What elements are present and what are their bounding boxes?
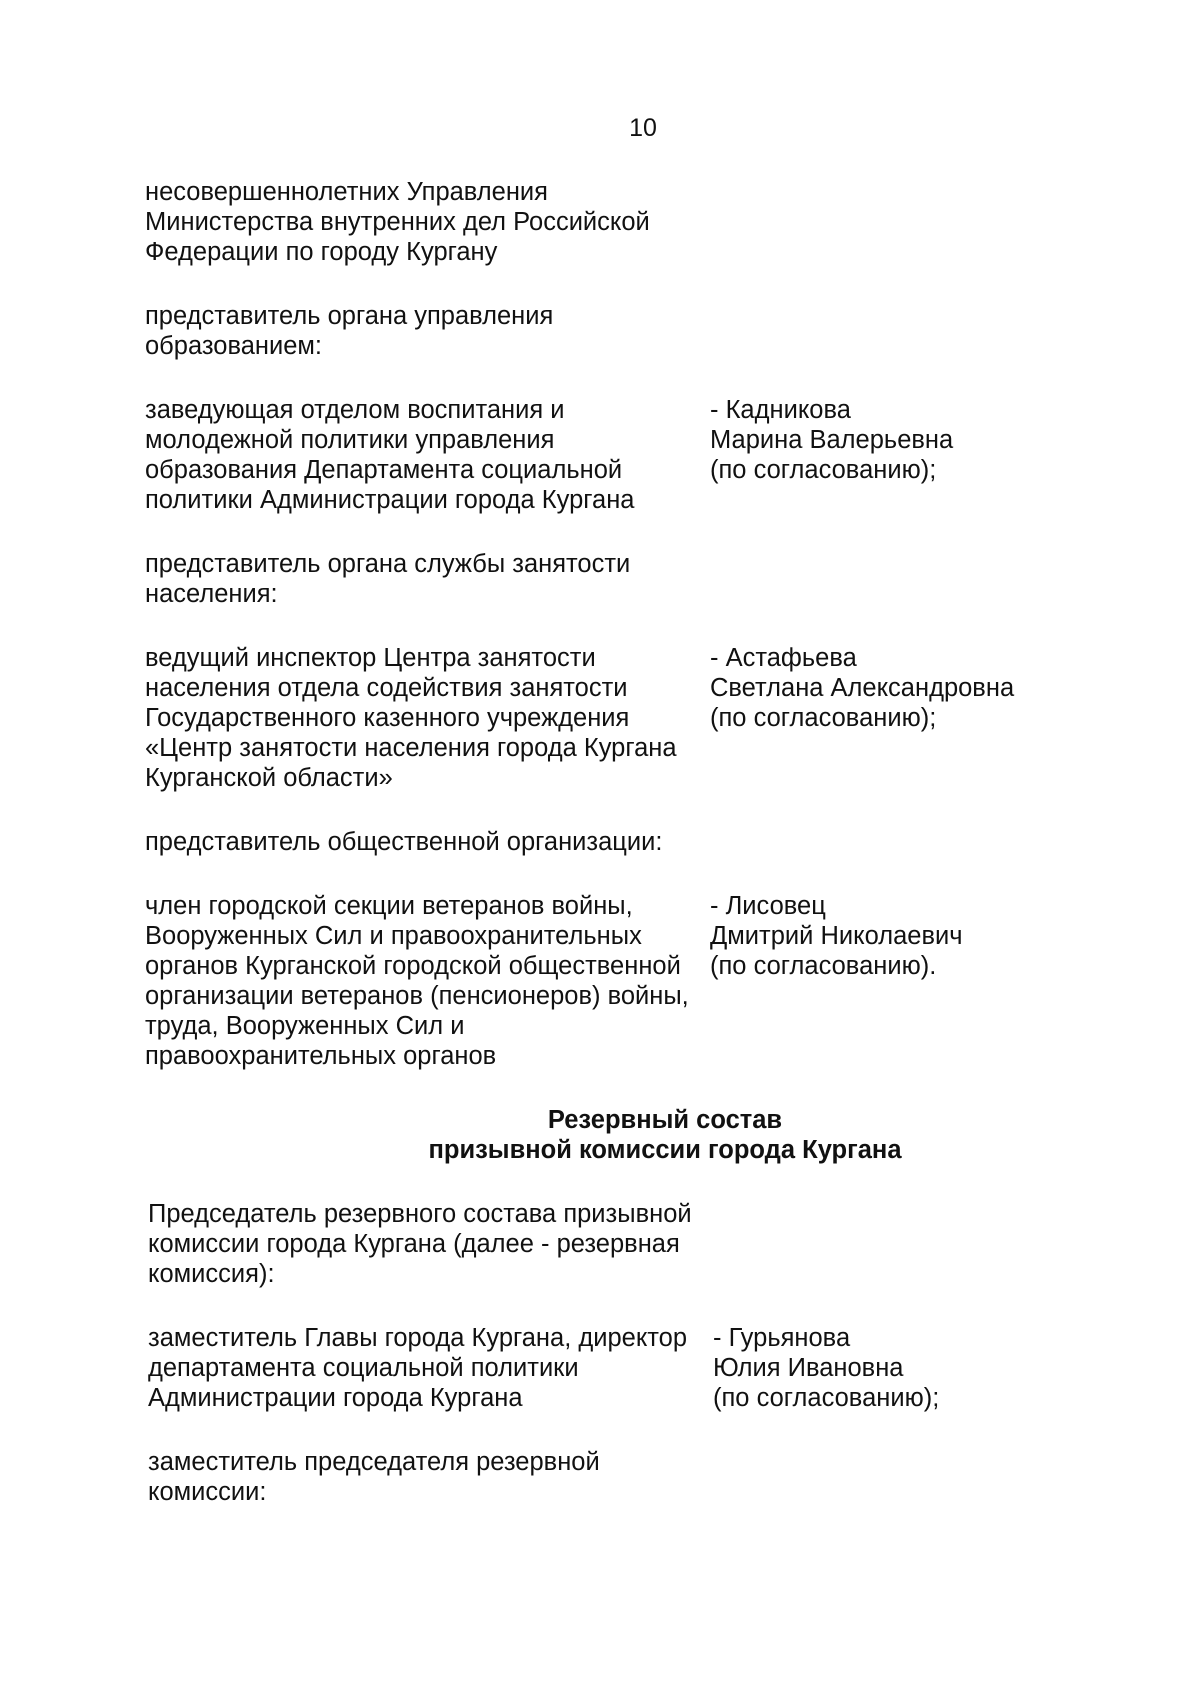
reserve-composition	[145, 1199, 1065, 1507]
member-position: заместитель Главы города Кургана, директор департамента социальной политики Администрации города Кургана	[148, 1324, 688, 1412]
member-name: - Лисовец Дмитрий Николаевич (по согласованию).	[710, 892, 963, 980]
group-label: представитель органа службы занятости населения:	[145, 550, 631, 608]
deputy-label: заместитель председателя резервной комиссии:	[148, 1448, 600, 1506]
group-employment	[145, 549, 1065, 793]
member-name: - Астафьева Светлана Александровна (по согласованию);	[710, 644, 1015, 732]
group-education	[145, 301, 1065, 515]
member-position: заведующая отделом воспитания и молодежной политики управления образования Департамента социальной политики Администрации города Кургана	[145, 396, 635, 514]
group-public-organization	[145, 827, 1065, 1071]
member-name: - Кадникова Марина Валерьевна (по согласованию);	[710, 396, 954, 484]
member-row	[148, 1323, 1065, 1413]
group-label: представитель органа управления образованием:	[145, 302, 554, 360]
page-number: 10	[629, 114, 657, 142]
member-name: - Гурьянова Юлия Ивановна (по согласованию);	[713, 1324, 940, 1412]
intro-text: несовершеннолетних Управления Министерства внутренних дел Российской Федерации по городу Кургану	[145, 178, 650, 266]
member-row	[145, 395, 1065, 515]
document-body	[145, 177, 1065, 1541]
group-label: представитель общественной организации:	[145, 828, 663, 856]
member-row	[145, 891, 1065, 1071]
member-position: ведущий инспектор Центра занятости населения отдела содействия занятости Государственного казенного учреждения «Центр занятости населения города Кургана Курганской области»	[145, 644, 677, 792]
member-row	[145, 643, 1065, 793]
chair-label: Председатель резервного состава призывной комиссии города Кургана (далее - резервная комиссия):	[148, 1200, 692, 1288]
member-position: член городской секции ветеранов войны, Вооруженных Сил и правоохранительных органов Курганской городской общественной организации ветеранов (пенсионеров) войны, труда, Вооруженных Сил и правоохранительных органов	[145, 892, 689, 1070]
section-title: Резервный состав призывной комиссии города Кургана	[428, 1106, 902, 1164]
